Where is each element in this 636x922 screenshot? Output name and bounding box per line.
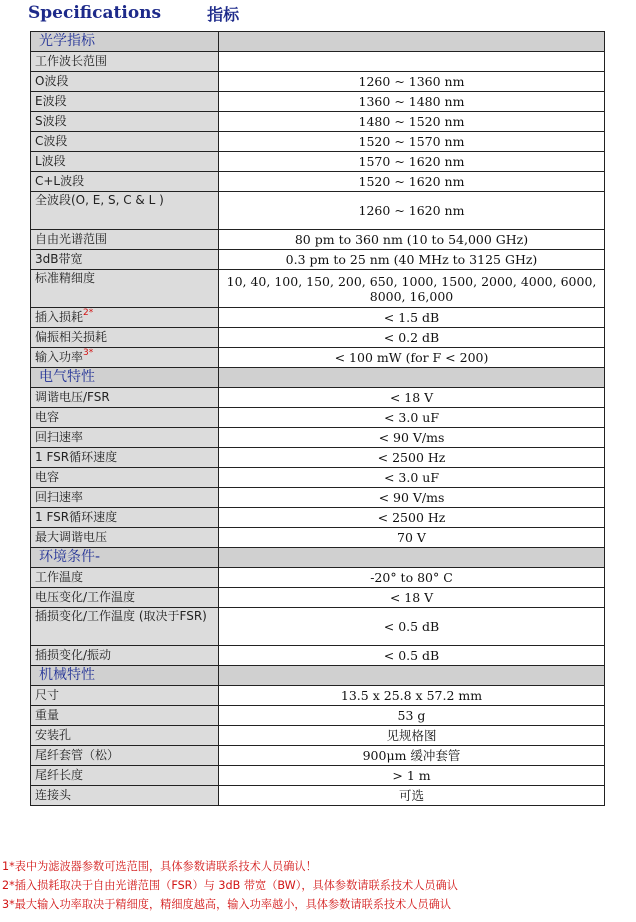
spec-row (31, 468, 605, 488)
spec-label: 电压变化/工作温度 (35, 590, 136, 604)
spec-label-cell (31, 448, 219, 468)
spec-label: 连接头 (35, 788, 72, 802)
spec-row (31, 250, 605, 270)
spec-label-cell (31, 726, 219, 746)
spec-row (31, 746, 605, 766)
spec-label: 插损变化/振动 (35, 648, 112, 662)
spec-row (31, 192, 605, 230)
spec-label-cell (31, 348, 219, 368)
section-title: 环境条件- (31, 548, 219, 568)
spec-label-cell (31, 706, 219, 726)
spec-value: < 18 V (219, 588, 605, 608)
spec-label-cell (31, 132, 219, 152)
section-title: 机械特性 (31, 666, 219, 686)
spec-label: L波段 (35, 154, 66, 168)
spec-value: 可选 (219, 786, 605, 806)
section-value-cell (219, 32, 605, 52)
spec-label-cell (31, 428, 219, 448)
title-en: Specifications (28, 3, 162, 23)
spec-label-cell (31, 308, 219, 328)
spec-label: 工作波长范围 (35, 54, 108, 68)
spec-row (31, 726, 605, 746)
spec-value: 10, 40, 100, 150, 200, 650, 1000, 1500, 2000, 4000, 6000, 8000, 16,000 (219, 270, 605, 308)
spec-label-cell (31, 250, 219, 270)
spec-row (31, 388, 605, 408)
spec-row (31, 112, 605, 132)
spec-label: 尾纤长度 (35, 768, 84, 782)
spec-label: 自由光谱范围 (35, 232, 108, 246)
spec-label-cell (31, 646, 219, 666)
spec-row (31, 52, 605, 72)
footnote-marker: 2* (83, 308, 94, 318)
spec-row (31, 152, 605, 172)
spec-value: < 0.5 dB (219, 646, 605, 666)
spec-value: < 0.2 dB (219, 328, 605, 348)
spec-label-cell (31, 746, 219, 766)
spec-label-cell (31, 608, 219, 646)
spec-row (31, 270, 605, 308)
spec-value: 53 g (219, 706, 605, 726)
spec-label: C+L波段 (35, 174, 85, 188)
spec-label: 尾纤套管（松） (35, 748, 120, 762)
spec-value: 13.5 x 25.8 x 57.2 mm (219, 686, 605, 706)
spec-value: 900μm 缓冲套管 (219, 746, 605, 766)
spec-value: < 90 V/ms (219, 428, 605, 448)
spec-value: < 3.0 uF (219, 468, 605, 488)
spec-label-cell (31, 588, 219, 608)
spec-label-cell (31, 72, 219, 92)
spec-label: 调谐电压/FSR (35, 390, 110, 404)
spec-value: -20° to 80° C (219, 568, 605, 588)
spec-row (31, 92, 605, 112)
spec-row (31, 508, 605, 528)
spec-label-cell (31, 52, 219, 72)
spec-label: 电容 (35, 470, 60, 484)
spec-value: < 2500 Hz (219, 448, 605, 468)
spec-label: 标准精细度 (35, 271, 96, 285)
spec-label: 1 FSR循环速度 (35, 450, 118, 464)
spec-label-cell (31, 508, 219, 528)
spec-label: 电容 (35, 410, 60, 424)
footnote-marker: 3* (83, 348, 94, 358)
spec-value: 1260 ~ 1620 nm (219, 192, 605, 230)
spec-value: 1260 ~ 1360 nm (219, 72, 605, 92)
spec-value: 1480 ~ 1520 nm (219, 112, 605, 132)
spec-row (31, 230, 605, 250)
spec-row (31, 686, 605, 706)
spec-row (31, 568, 605, 588)
spec-value: 70 V (219, 528, 605, 548)
spec-label: 回扫速率 (35, 490, 84, 504)
spec-value: 见规格图 (219, 726, 605, 746)
spec-value: 0.3 pm to 25 nm (40 MHz to 3125 GHz) (219, 250, 605, 270)
spec-label: 工作温度 (35, 570, 84, 584)
page-header (28, 0, 239, 26)
spec-label: 偏振相关损耗 (35, 330, 108, 344)
spec-label: 重量 (35, 708, 60, 722)
spec-row (31, 528, 605, 548)
spec-label-cell (31, 152, 219, 172)
footnote-3: 3*最大输入功率取决于精细度，精细度越高，输入功率越小，具体参数请联系技术人员确认 (2, 898, 452, 911)
spec-label: S波段 (35, 114, 67, 128)
spec-value: < 18 V (219, 388, 605, 408)
spec-value: 80 pm to 360 nm (10 to 54,000 GHz) (219, 230, 605, 250)
spec-value: < 100 mW (for F < 200) (219, 348, 605, 368)
spec-label: 输入功率 (35, 350, 84, 364)
spec-label: 插损变化/工作温度 (取决于FSR) (35, 609, 207, 623)
spec-label-cell (31, 528, 219, 548)
spec-label: 安装孔 (35, 728, 72, 742)
spec-label: 插入损耗 (35, 310, 84, 324)
spec-value: 1360 ~ 1480 nm (219, 92, 605, 112)
spec-label-cell (31, 488, 219, 508)
spec-row (31, 428, 605, 448)
spec-value: < 0.5 dB (219, 608, 605, 646)
spec-label: E波段 (35, 94, 67, 108)
spec-label-cell (31, 270, 219, 308)
spec-value: 1520 ~ 1570 nm (219, 132, 605, 152)
spec-value: < 3.0 uF (219, 408, 605, 428)
spec-label-cell (31, 92, 219, 112)
spec-row (31, 608, 605, 646)
section-value-cell (219, 548, 605, 568)
spec-row (31, 408, 605, 428)
spec-label-cell (31, 786, 219, 806)
section-value-cell (219, 666, 605, 686)
spec-row (31, 488, 605, 508)
spec-row (31, 766, 605, 786)
section-header (31, 368, 605, 388)
spec-row (31, 308, 605, 328)
spec-row (31, 646, 605, 666)
section-header (31, 548, 605, 568)
spec-label-cell (31, 230, 219, 250)
footnote-2: 2*插入损耗取决于自由光谱范围（FSR）与 3dB 带宽（BW），具体参数请联系技术人员确认 (2, 879, 458, 892)
spec-label-cell (31, 568, 219, 588)
spec-row (31, 448, 605, 468)
spec-row (31, 328, 605, 348)
spec-row (31, 588, 605, 608)
spec-row (31, 172, 605, 192)
spec-row (31, 786, 605, 806)
spec-row (31, 706, 605, 726)
spec-label-cell (31, 766, 219, 786)
spec-label: O波段 (35, 74, 69, 88)
title-zh: 指标 (207, 4, 240, 24)
spec-label: 1 FSR循环速度 (35, 510, 118, 524)
spec-value: < 90 V/ms (219, 488, 605, 508)
spec-label: 尺寸 (35, 688, 60, 702)
spec-label: 3dB带宽 (35, 252, 83, 266)
spec-row (31, 132, 605, 152)
section-value-cell (219, 368, 605, 388)
spec-row (31, 348, 605, 368)
spec-label-cell (31, 112, 219, 132)
spec-label-cell (31, 192, 219, 230)
spec-label: 全波段(O, E, S, C & L ) (35, 193, 164, 207)
section-header (31, 32, 605, 52)
spec-label: C波段 (35, 134, 68, 148)
spec-label-cell (31, 328, 219, 348)
spec-row (31, 72, 605, 92)
spec-label-cell (31, 172, 219, 192)
spec-value: > 1 m (219, 766, 605, 786)
spec-label-cell (31, 686, 219, 706)
section-title: 电气特性 (31, 368, 219, 388)
spec-value: 1570 ~ 1620 nm (219, 152, 605, 172)
section-header (31, 666, 605, 686)
spec-label: 回扫速率 (35, 430, 84, 444)
spec-value (219, 52, 605, 72)
spec-label-cell (31, 408, 219, 428)
spec-table (30, 31, 605, 806)
section-title: 光学指标 (31, 32, 219, 52)
spec-label: 最大调谐电压 (35, 530, 108, 544)
spec-label-cell (31, 388, 219, 408)
spec-label-cell (31, 468, 219, 488)
spec-value: < 1.5 dB (219, 308, 605, 328)
spec-value: < 2500 Hz (219, 508, 605, 528)
footnotes (2, 857, 636, 914)
spec-value: 1520 ~ 1620 nm (219, 172, 605, 192)
footnote-1: 1*表中为滤波器参数可选范围，具体参数请联系技术人员确认！ (2, 860, 317, 873)
